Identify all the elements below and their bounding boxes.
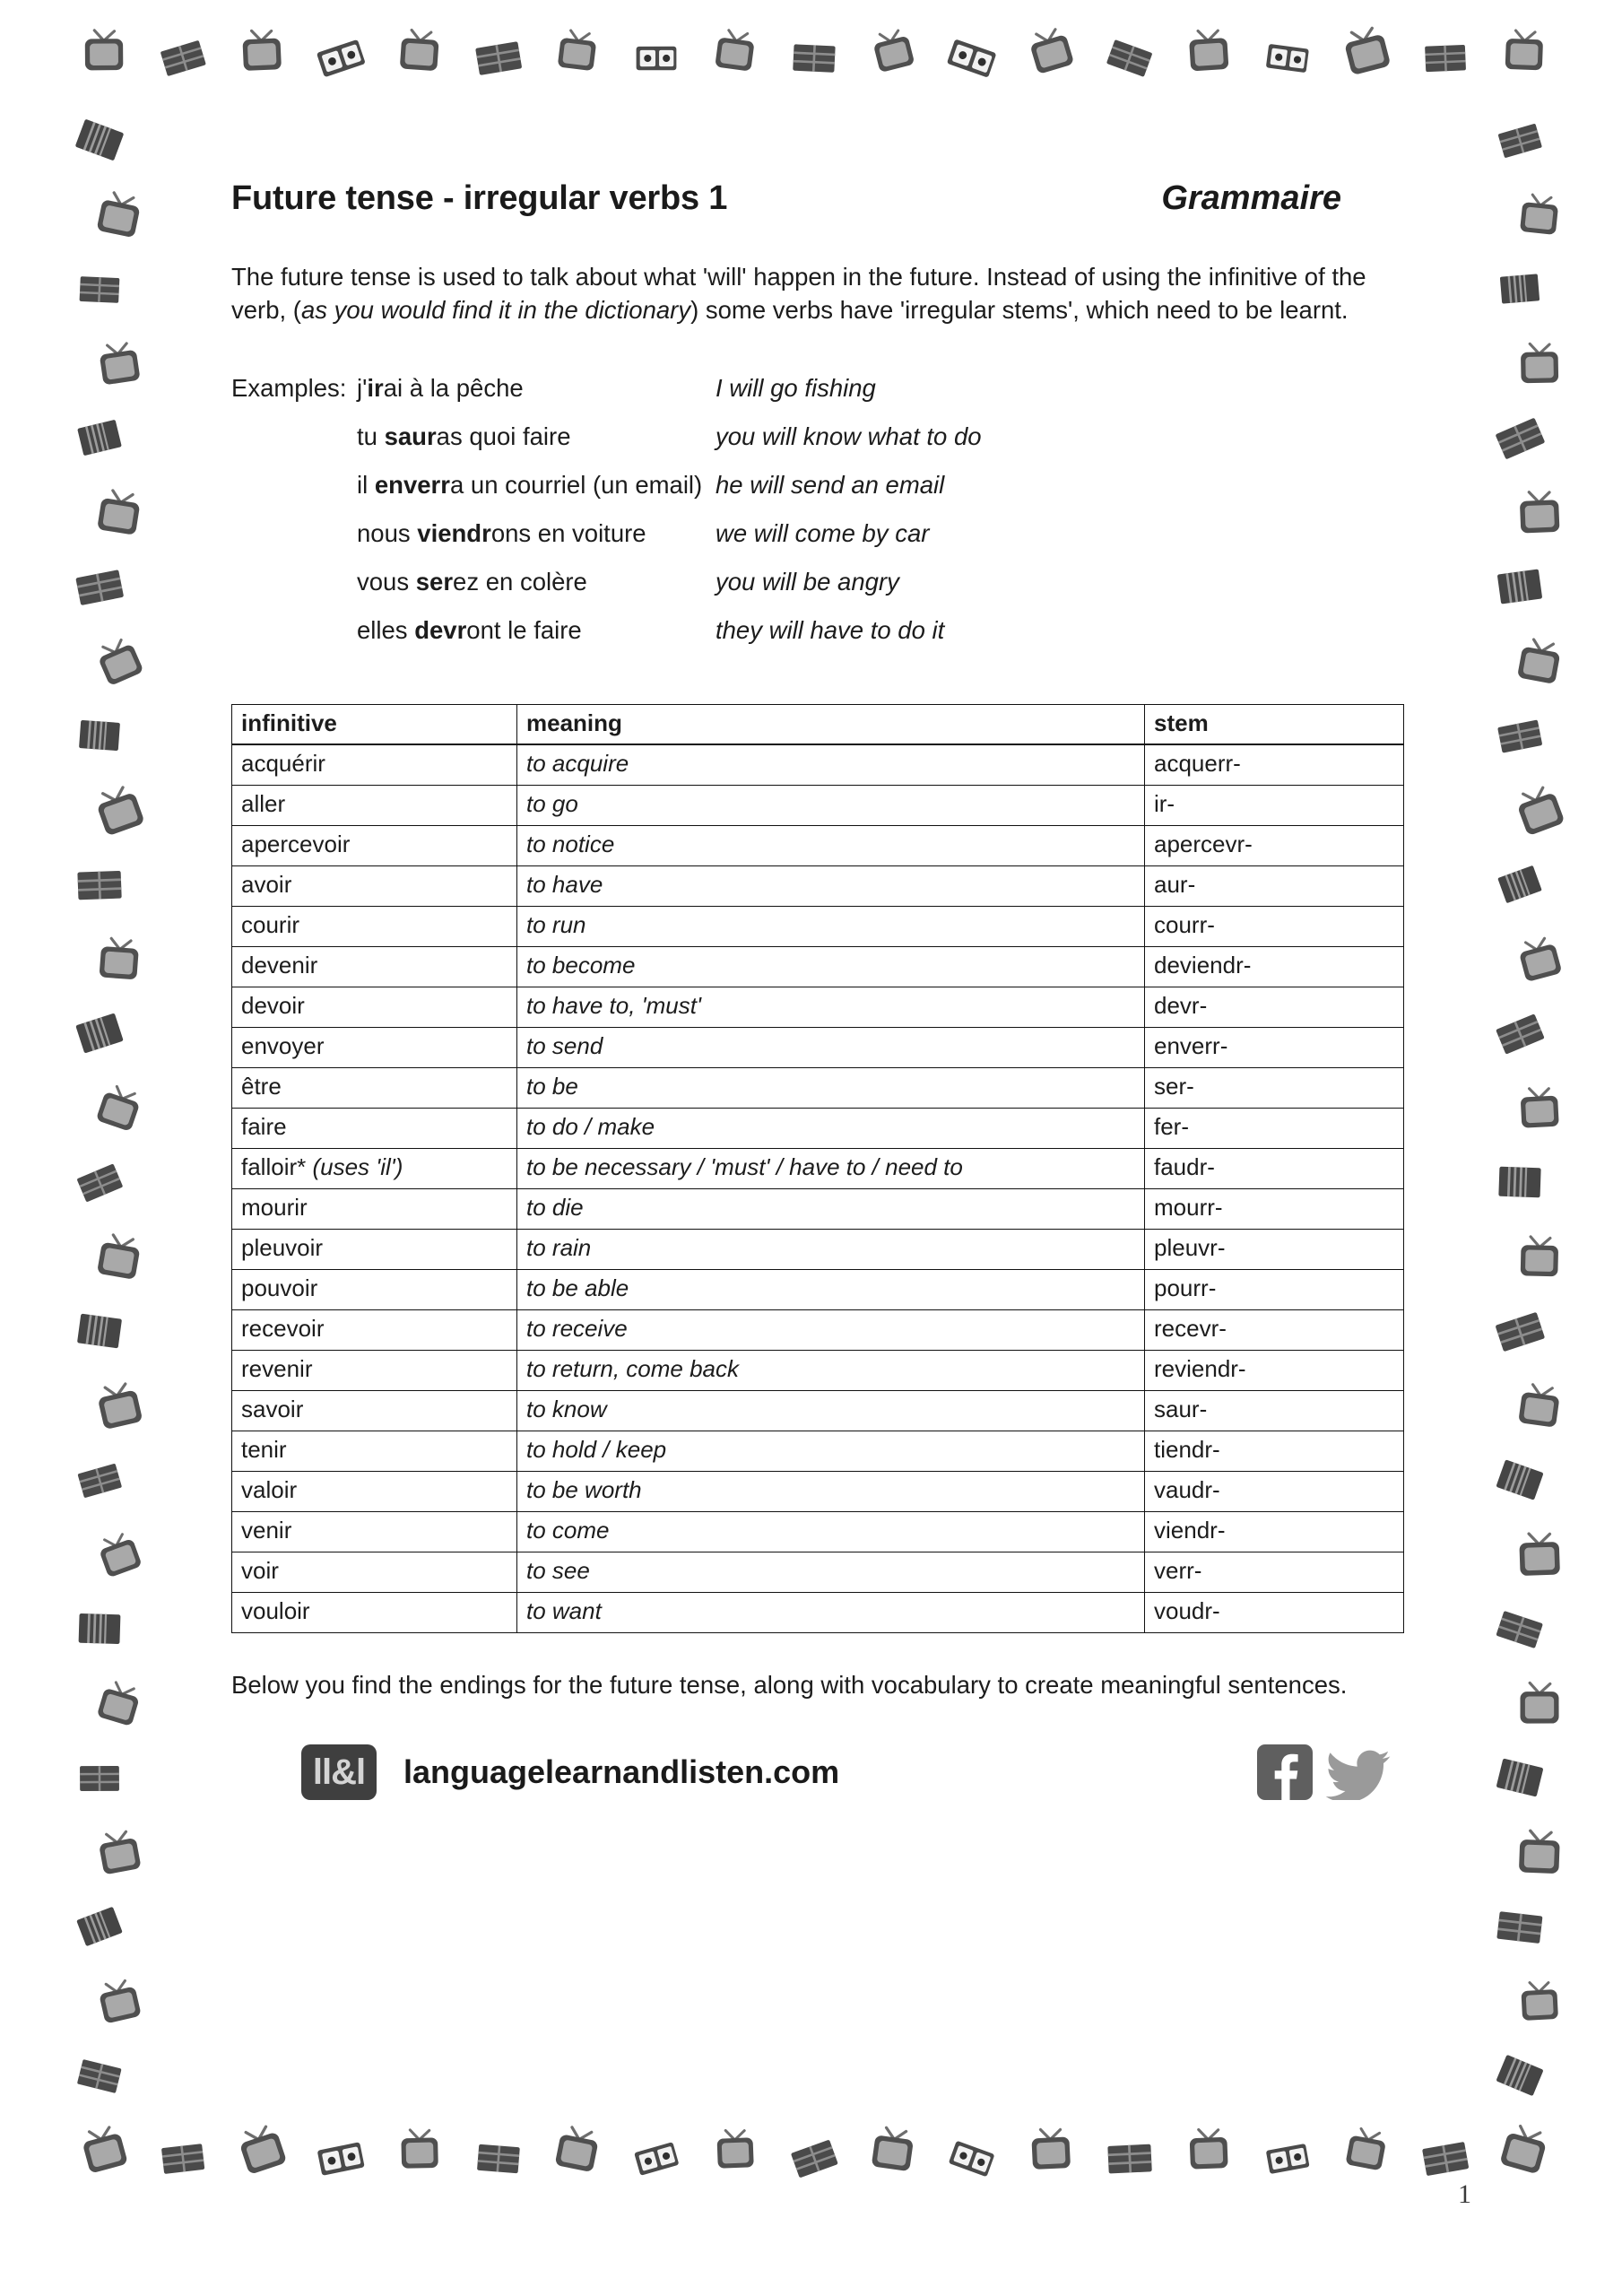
table-row <box>232 1592 1404 1632</box>
table-row <box>232 1188 1404 1229</box>
doc-header <box>231 179 1406 218</box>
page-number: 1 <box>1458 2179 1471 2209</box>
cell-meaning: to hold / keep <box>517 1431 1145 1471</box>
below-note: Below you find the endings for the future tense, along with vocabulary to create meaningful sentences. <box>231 1670 1348 1699</box>
cell-infinitive: avoir <box>232 865 517 906</box>
cell-meaning: to come <box>517 1511 1145 1552</box>
cell-infinitive: envoyer <box>232 1027 517 1067</box>
column-header-stem: stem <box>1145 704 1404 744</box>
table-row <box>232 865 1404 906</box>
cell-infinitive: pouvoir <box>232 1269 517 1309</box>
example-row <box>231 471 1406 519</box>
cell-meaning: to want <box>517 1592 1145 1632</box>
examples-block <box>231 374 1406 665</box>
cell-infinitive: être <box>232 1067 517 1108</box>
cell-stem: reviendr- <box>1145 1350 1404 1390</box>
example-stem: devr <box>414 615 467 644</box>
table-row <box>232 825 1404 865</box>
table-row <box>232 785 1404 825</box>
example-prefix: nous <box>357 518 418 547</box>
example-prefix: elles <box>357 615 415 644</box>
social-links <box>1257 1744 1393 1800</box>
example-english: they will have to do it <box>716 615 945 644</box>
example-prefix: j' <box>357 373 368 402</box>
topic-label: Grammaire <box>1161 179 1341 217</box>
cell-meaning: to notice <box>517 825 1145 865</box>
cell-meaning: to have <box>517 865 1145 906</box>
cell-infinitive: devenir <box>232 946 517 987</box>
cell-infinitive: voir <box>232 1552 517 1592</box>
example-suffix: as quoi faire <box>436 422 571 450</box>
brand-name: languagelearnandlisten.com <box>403 1752 840 1790</box>
example-suffix: a un courriel (un email) <box>449 470 703 499</box>
cell-stem: viendr- <box>1145 1511 1404 1552</box>
cell-stem: saur- <box>1145 1390 1404 1431</box>
cell-stem: tiendr- <box>1145 1431 1404 1471</box>
example-suffix: ont le faire <box>466 615 582 644</box>
cell-infinitive: pleuvoir <box>232 1229 517 1269</box>
page-content <box>231 179 1406 1808</box>
table-row <box>232 1471 1404 1511</box>
facebook-icon[interactable] <box>1257 1744 1313 1800</box>
cell-infinitive: aller <box>232 785 517 825</box>
cell-stem: mourr- <box>1145 1188 1404 1229</box>
irregular-verbs-table <box>231 704 1404 1633</box>
cell-infinitive: venir <box>232 1511 517 1552</box>
cell-stem: pourr- <box>1145 1269 1404 1309</box>
example-stem: viendr <box>417 518 491 547</box>
cell-stem: aur- <box>1145 865 1404 906</box>
cell-infinitive-note: (uses 'il') <box>306 1153 403 1181</box>
column-header-meaning: meaning <box>517 704 1145 744</box>
cell-meaning: to die <box>517 1188 1145 1229</box>
intro-part2: ) some verbs have 'irregular stems', which need to be learnt. <box>690 295 1349 324</box>
twitter-icon[interactable] <box>1325 1744 1393 1800</box>
cell-infinitive: mourir <box>232 1188 517 1229</box>
table-row <box>232 1390 1404 1431</box>
cell-meaning: to know <box>517 1390 1145 1431</box>
table-header-row <box>232 704 1404 744</box>
cell-infinitive: faire <box>232 1108 517 1148</box>
example-row <box>231 616 1406 665</box>
page-title: Future tense - irregular verbs 1 <box>231 179 728 217</box>
example-stem: saur <box>384 422 437 450</box>
cell-meaning: to become <box>517 946 1145 987</box>
table-row <box>232 1108 1404 1148</box>
cell-infinitive: acquérir <box>232 744 517 785</box>
cell-infinitive: tenir <box>232 1431 517 1471</box>
example-suffix: ai à la pêche <box>383 373 524 402</box>
table-row <box>232 1309 1404 1350</box>
cell-stem: pleuvr- <box>1145 1229 1404 1269</box>
example-english: I will go fishing <box>716 373 876 402</box>
cell-stem: verr- <box>1145 1552 1404 1592</box>
cell-infinitive: vouloir <box>232 1592 517 1632</box>
brand-logo-text: ll&l <box>312 1752 366 1792</box>
table-row <box>232 1350 1404 1390</box>
cell-meaning: to be necessary / 'must' / have to / need to <box>517 1148 1145 1188</box>
example-english: he will send an email <box>716 470 945 499</box>
cell-stem: devr- <box>1145 987 1404 1027</box>
cell-meaning: to send <box>517 1027 1145 1067</box>
cell-meaning: to be worth <box>517 1471 1145 1511</box>
example-row <box>231 519 1406 568</box>
example-row <box>231 422 1406 471</box>
cell-meaning: to go <box>517 785 1145 825</box>
example-prefix: vous <box>357 567 416 596</box>
table-row <box>232 1431 1404 1471</box>
cell-infinitive: falloir* (uses 'il') <box>232 1148 517 1188</box>
cell-meaning: to receive <box>517 1309 1145 1350</box>
column-header-infinitive: infinitive <box>232 704 517 744</box>
cell-stem: recevr- <box>1145 1309 1404 1350</box>
brand-logo <box>301 1744 377 1800</box>
cell-meaning: to be <box>517 1067 1145 1108</box>
cell-infinitive: devoir <box>232 987 517 1027</box>
footer <box>231 1736 1406 1808</box>
table-row <box>232 1067 1404 1108</box>
example-french <box>357 568 716 596</box>
intro-paragraph <box>231 261 1388 327</box>
cell-stem: voudr- <box>1145 1592 1404 1632</box>
cell-infinitive: apercevoir <box>232 825 517 865</box>
example-french <box>357 374 716 403</box>
cell-meaning: to rain <box>517 1229 1145 1269</box>
cell-infinitive: valoir <box>232 1471 517 1511</box>
cell-infinitive: revenir <box>232 1350 517 1390</box>
table-row <box>232 1552 1404 1592</box>
example-english: we will come by car <box>716 518 930 547</box>
example-row <box>231 374 1406 422</box>
example-french <box>357 471 716 500</box>
cell-meaning: to run <box>517 906 1145 946</box>
table-row <box>232 946 1404 987</box>
example-french <box>357 422 716 451</box>
example-row <box>231 568 1406 616</box>
example-english: you will be angry <box>716 567 899 596</box>
example-stem: ir <box>367 373 384 402</box>
cell-stem: vaudr- <box>1145 1471 1404 1511</box>
table-row <box>232 906 1404 946</box>
cell-stem: apercevr- <box>1145 825 1404 865</box>
cell-stem: faudr- <box>1145 1148 1404 1188</box>
example-suffix: ez en colère <box>453 567 587 596</box>
table-row <box>232 1027 1404 1067</box>
example-prefix: tu <box>357 422 385 450</box>
cell-meaning: to be able <box>517 1269 1145 1309</box>
example-stem: ser <box>415 567 454 596</box>
cell-meaning: to see <box>517 1552 1145 1592</box>
cell-meaning: to return, come back <box>517 1350 1145 1390</box>
cell-stem: ir- <box>1145 785 1404 825</box>
cell-stem: fer- <box>1145 1108 1404 1148</box>
table-row <box>232 1229 1404 1269</box>
example-english: you will know what to do <box>716 422 982 450</box>
cell-infinitive: savoir <box>232 1390 517 1431</box>
table-row <box>232 1148 1404 1188</box>
cell-stem: ser- <box>1145 1067 1404 1108</box>
cell-stem: acquerr- <box>1145 744 1404 785</box>
example-suffix: ons en voiture <box>490 518 646 547</box>
example-french <box>357 616 716 645</box>
table-row <box>232 1511 1404 1552</box>
examples-label: Examples: <box>231 373 347 402</box>
table-row <box>232 987 1404 1027</box>
cell-infinitive: recevoir <box>232 1309 517 1350</box>
cell-stem: courr- <box>1145 906 1404 946</box>
intro-part1: The future tense is used to talk about what 'will' happen in the future. Instead of using the infinitive of the verb, ( <box>231 263 1366 324</box>
example-french <box>357 519 716 548</box>
cell-stem: deviendr- <box>1145 946 1404 987</box>
table-row <box>232 1269 1404 1309</box>
example-prefix: il <box>357 470 375 499</box>
cell-meaning: to have to, 'must' <box>517 987 1145 1027</box>
cell-meaning: to do / make <box>517 1108 1145 1148</box>
table-row <box>232 744 1404 785</box>
intro-italic: as you would find it in the dictionary <box>300 295 691 324</box>
example-stem: enverr <box>374 470 450 499</box>
cell-stem: enverr- <box>1145 1027 1404 1067</box>
cell-meaning: to acquire <box>517 744 1145 785</box>
cell-infinitive: courir <box>232 906 517 946</box>
